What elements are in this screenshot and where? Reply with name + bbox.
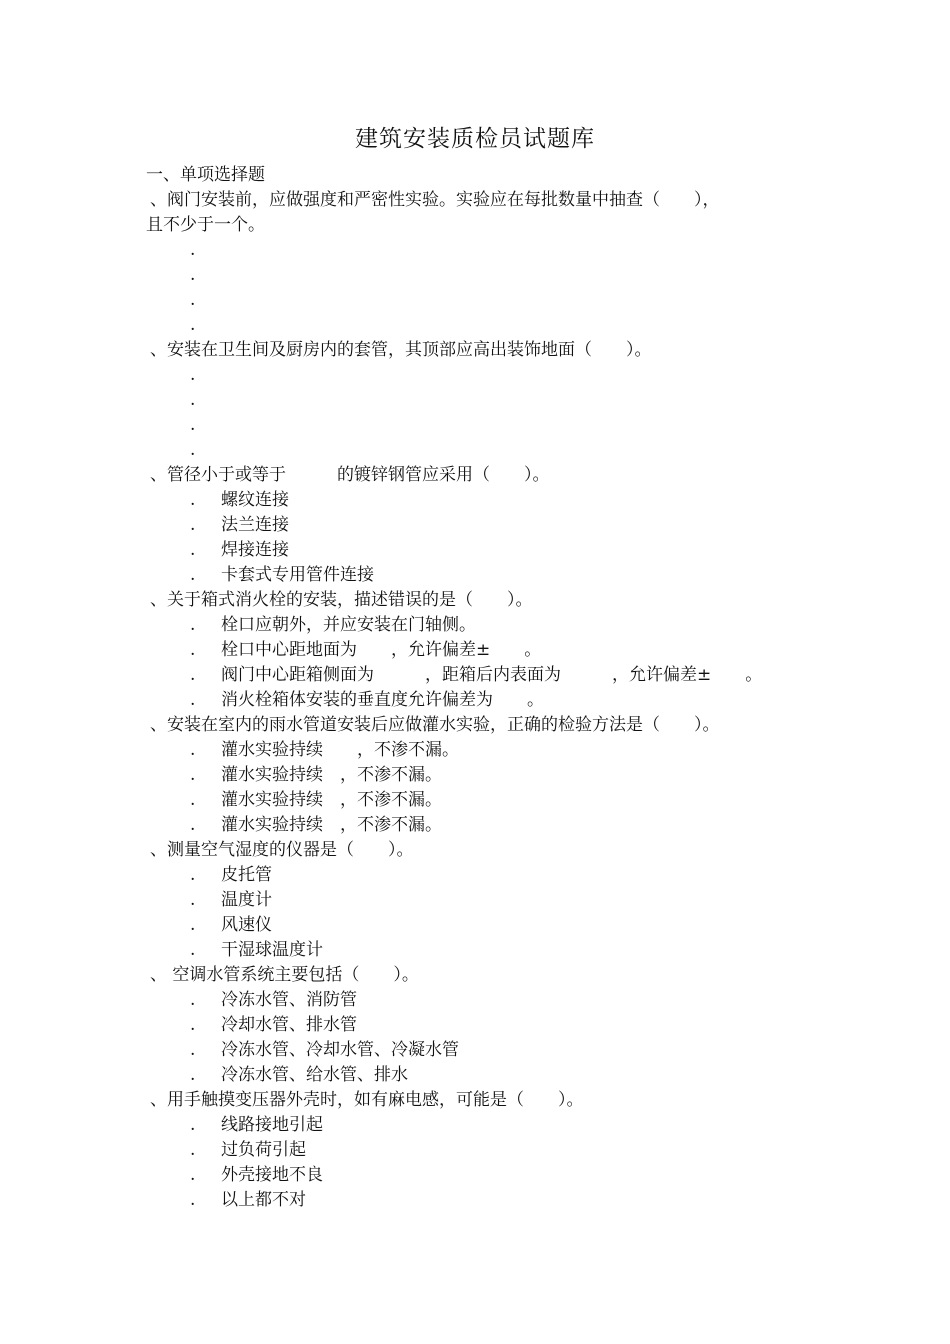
question-5-option-d: . 灌水实验持续 ，不渗不漏。 (190, 815, 442, 835)
question-1-line-1: 、阀门安装前，应做强度和严密性实验。实验应在每批数量中抽查（ ）， (150, 190, 720, 210)
question-3-option-d: . 卡套式专用管件连接 (190, 565, 374, 585)
question-7-option-d: . 冷冻水管、给水管、排水 (190, 1065, 408, 1085)
document-title: 建筑安装质检员试题库 (355, 126, 595, 152)
question-3-option-a: . 螺纹连接 (190, 490, 289, 510)
question-1-option-b: . (190, 265, 196, 285)
question-7-line-1: 、 空调水管系统主要包括（ ）。 (150, 965, 419, 985)
question-6-option-d: . 干湿球温度计 (190, 940, 323, 960)
question-6-option-c: . 风速仪 (190, 915, 272, 935)
question-5-line-1: 、安装在室内的雨水管道安装后应做灌水实验，正确的检验方法是（ ）。 (150, 715, 720, 735)
question-3-line-1: 、管径小于或等于 的镀锌钢管应采用（ ）。 (150, 465, 550, 485)
question-1-option-c: . (190, 290, 196, 310)
question-1-line-2: 且不少于一个。 (146, 215, 265, 235)
question-2-option-c: . (190, 415, 196, 435)
question-2-option-a: . (190, 365, 196, 385)
question-4-option-a: . 栓口应朝外，并应安装在门轴侧。 (190, 615, 476, 635)
question-2-option-d: . (190, 440, 196, 460)
question-8-option-b: . 过负荷引起 (190, 1140, 306, 1160)
question-6-line-1: 、测量空气湿度的仪器是（ ）。 (150, 840, 414, 860)
question-4-option-c: . 阀门中心距箱侧面为 ，距箱后内表面为 ，允许偏差± 。 (190, 665, 763, 685)
section-heading: 一、单项选择题 (146, 165, 265, 185)
question-8-option-c: . 外壳接地不良 (190, 1165, 323, 1185)
question-7-option-c: . 冷冻水管、冷却水管、冷凝水管 (190, 1040, 459, 1060)
question-7-option-b: . 冷却水管、排水管 (190, 1015, 357, 1035)
question-3-option-b: . 法兰连接 (190, 515, 289, 535)
question-2-line-1: 、安装在卫生间及厨房内的套管，其顶部应高出装饰地面（ ）。 (150, 340, 652, 360)
question-4-option-d: . 消火栓箱体安装的垂直度允许偏差为 。 (190, 690, 544, 710)
question-5-option-c: . 灌水实验持续 ，不渗不漏。 (190, 790, 442, 810)
question-6-option-a: . 皮托管 (190, 865, 272, 885)
question-1-option-a: . (190, 240, 196, 260)
question-8-line-1: 、用手触摸变压器外壳时，如有麻电感，可能是（ ）。 (150, 1090, 584, 1110)
question-8-option-a: . 线路接地引起 (190, 1115, 323, 1135)
question-2-option-b: . (190, 390, 196, 410)
question-5-option-b: . 灌水实验持续 ，不渗不漏。 (190, 765, 442, 785)
question-6-option-b: . 温度计 (190, 890, 272, 910)
question-4-line-1: 、关于箱式消火栓的安装，描述错误的是（ ）。 (150, 590, 533, 610)
question-1-option-d: . (190, 315, 196, 335)
question-7-option-a: . 冷冻水管、消防管 (190, 990, 357, 1010)
question-3-option-c: . 焊接连接 (190, 540, 289, 560)
question-5-option-a: . 灌水实验持续 ，不渗不漏。 (190, 740, 459, 760)
question-8-option-d: . 以上都不对 (190, 1190, 306, 1210)
question-4-option-b: . 栓口中心距地面为 ，允许偏差± 。 (190, 640, 542, 660)
